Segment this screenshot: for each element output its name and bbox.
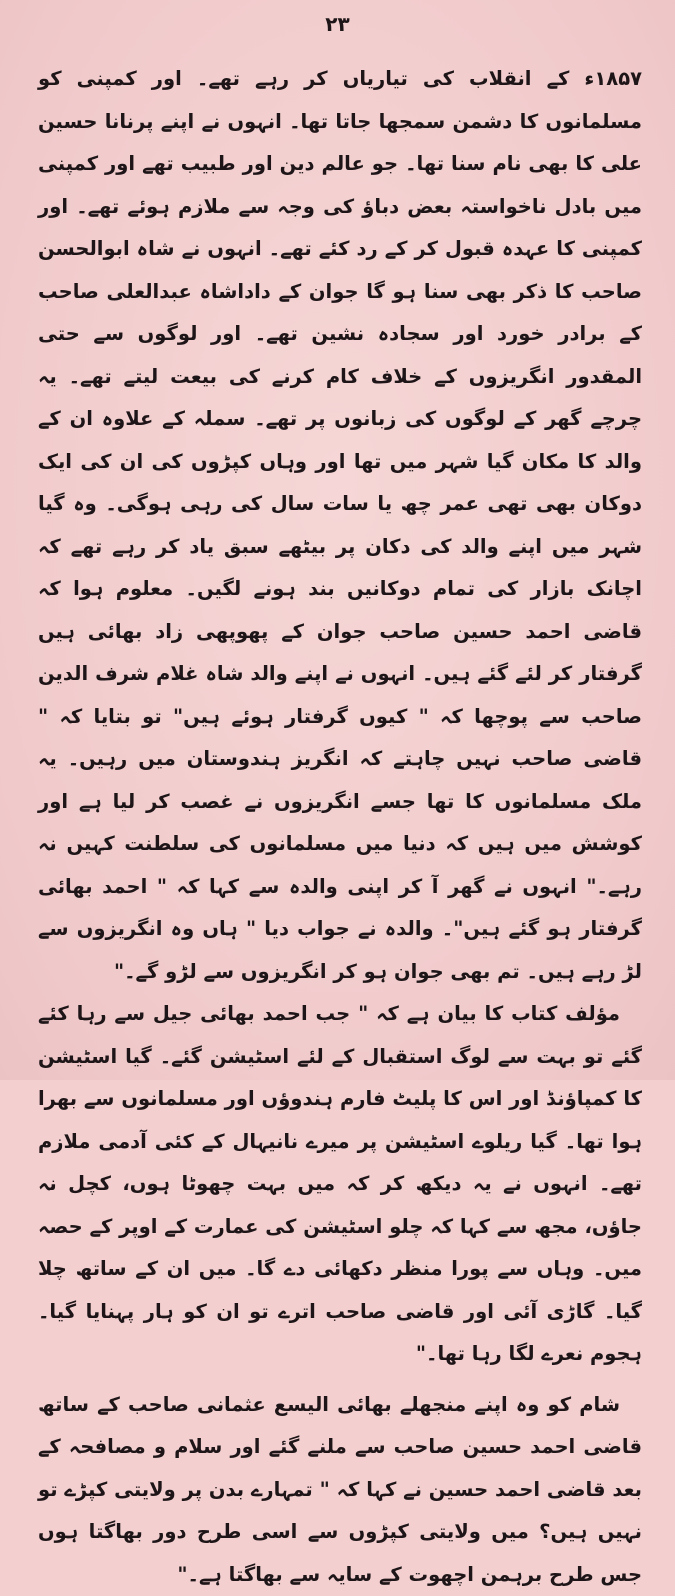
page-body bbox=[38, 58, 642, 1596]
page-number: ۲۳ bbox=[0, 12, 675, 36]
paragraph-3: شام کو وہ اپنے منجھلے بھائی الیسع عثمانی صاحب کے ساتھ قاضی احمد حسین صاحب سے ملنے گئے اور سلام و مصافحہ کے بعد قاضی احمد حسین نے کہا کہ " تمہارے بدن پر ولایتی کپڑے تو نہیں ہیں؟ میں ولایتی کپڑوں سے اسی طرح دور بھاگتا ہوں جس طرح برہمن اچھوت کے سایہ سے بھاگتا ہے۔" bbox=[38, 1384, 642, 1596]
paragraph-1: ۱۸۵۷ء کے انقلاب کی تیاریاں کر رہے تھے۔ اور کمپنی کو مسلمانوں کا دشمن سمجھا جاتا تھا۔ انہوں نے اپنے پرنانا حسین علی کا بھی نام سنا تھا۔ جو عالم دین اور طبیب تھے اور کمپنی میں بادل ناخواستہ بعض دباؤ کی وجہ سے ملازم ہوئے تھے۔ اور کمپنی کا عہدہ قبول کر کے رد کئے تھے۔ انہوں نے شاہ ابوالحسن صاحب کا ذکر بھی سنا ہو گا جوان کے داداشاہ عبدالعلی صاحب کے برادر خورد اور سجادہ نشین تھے۔ اور لوگوں سے حتی المقدور انگریزوں کے خلاف کام کرنے کی بیعت لیتے تھے۔ یہ چرچے گھر کے لوگوں کی زبانوں پر تھے۔ سملہ کے علاوہ ان کے والد کا مکان گیا شہر میں تھا اور وہاں کپڑوں کی ان کی ایک دوکان بھی تھی عمر چھ یا سات سال کی رہی ہوگی۔ وہ گیا شہر میں اپنے والد کی دکان پر بیٹھے سبق یاد کر رہے تھے کہ اچانک بازار کی تمام دوکانیں بند ہونے لگیں۔ معلوم ہوا کہ قاضی احمد حسین صاحب جوان کے پھوپھی زاد بھائی ہیں گرفتار کر لئے گئے ہیں۔ انہوں نے اپنے والد شاہ غلام شرف الدین صاحب سے پوچھا کہ " کیوں گرفتار ہوئے ہیں" تو بتایا کہ " قاضی صاحب نہیں چاہتے کہ انگریز ہندوستان میں رہیں۔ یہ ملک مسلمانوں کا تھا جسے انگریزوں نے غصب کر لیا ہے اور کوشش میں ہیں کہ دنیا میں مسلمانوں کی سلطنت کہیں نہ رہے۔" انہوں نے گھر آ کر اپنی والدہ سے کہا کہ " احمد بھائی گرفتار ہو گئے ہیں"۔ والدہ نے جواب دیا " ہاں وہ انگریزوں سے لڑ رہے ہیں۔ تم بھی جوان ہو کر انگریزوں سے لڑو گے۔" bbox=[38, 58, 642, 993]
paragraph-2: مؤلف کتاب کا بیان ہے کہ " جب احمد بھائی جیل سے رہا کئے گئے تو بہت سے لوگ استقبال کے لئے اسٹیشن گئے۔ گیا اسٹیشن کا کمپاؤنڈ اور اس کا پلیٹ فارم ہندوؤں اور مسلمانوں سے بھرا ہوا تھا۔ گیا ریلوے اسٹیشن پر میرے نانیہال کے کئی آدمی ملازم تھے۔ انہوں نے یہ دیکھ کر کہ میں بہت چھوٹا ہوں، کچل نہ جاؤں، مجھ سے کہا کہ چلو اسٹیشن کی عمارت کے اوپر کے حصہ میں۔ وہاں سے پورا منظر دکھائی دے گا۔ میں ان کے ساتھ چلا گیا۔ گاڑی آئی اور قاضی صاحب اترے تو ان کو ہار پہنایا گیا۔ ہجوم نعرے لگا رہا تھا۔" bbox=[38, 993, 642, 1376]
